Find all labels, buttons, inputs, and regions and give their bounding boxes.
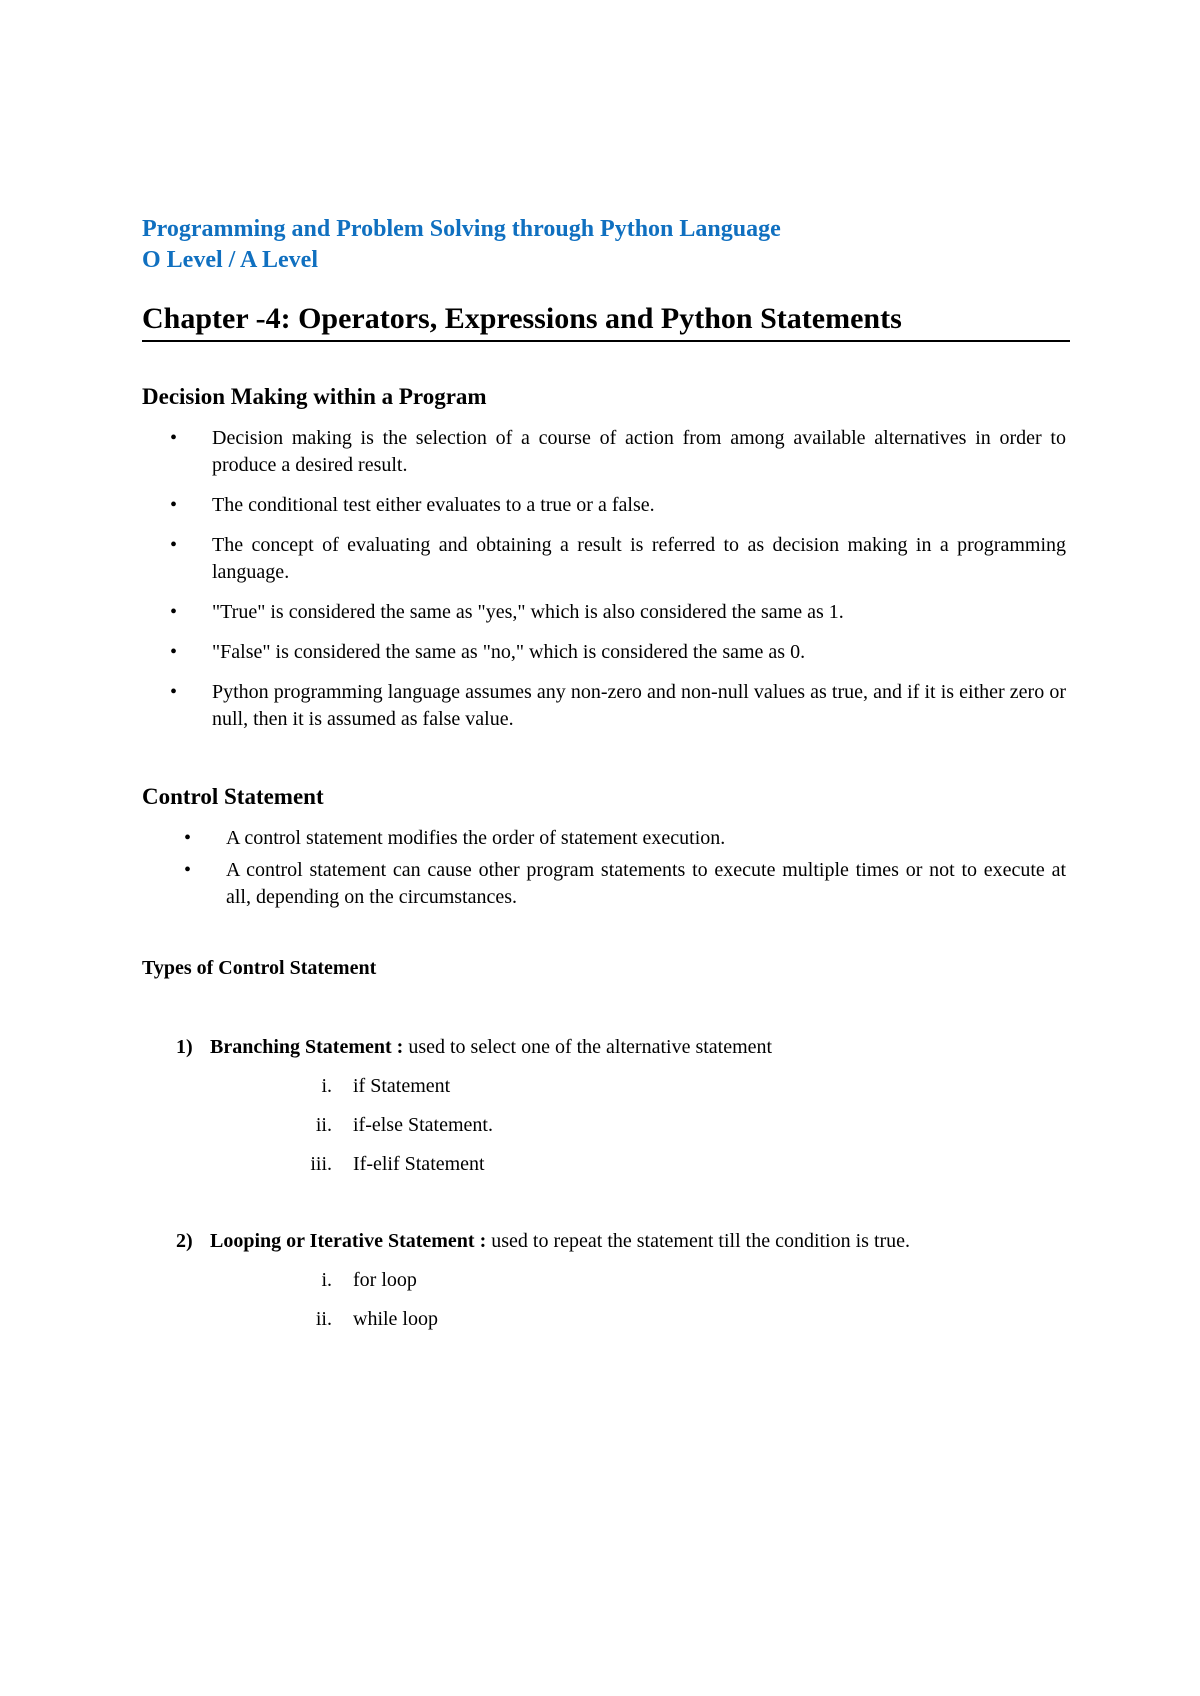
types-heading: Types of Control Statement: [142, 957, 377, 979]
list-item-text: "False" is considered the same as "no," which is considered the same as 0.: [212, 641, 806, 663]
sublist-label: if-else Statement.: [353, 1114, 493, 1136]
roman-numeral: ii.: [315, 1114, 332, 1136]
list-item: [142, 825, 1066, 852]
type-number: 1): [176, 1036, 193, 1058]
bullet-icon: •: [170, 427, 178, 449]
roman-numeral: i.: [321, 1075, 332, 1097]
list-item-text: "True" is considered the same as "yes," which is also considered the same as 1.: [212, 601, 844, 623]
bullet-icon: •: [170, 601, 178, 623]
list-item: [142, 599, 1066, 626]
type-description: used to select one of the alternative statement: [408, 1036, 773, 1058]
type-separator: :: [474, 1230, 492, 1252]
type-name: Looping or Iterative Statement: [210, 1230, 475, 1252]
sublist-label: if Statement: [353, 1075, 451, 1097]
control-statement-heading: Control Statement: [142, 784, 324, 809]
decision-making-list: [142, 425, 1066, 746]
bullet-icon: •: [184, 827, 192, 849]
list-item: [142, 639, 1066, 666]
document-page: [142, 0, 1070, 1696]
bullet-icon: •: [170, 681, 178, 703]
course-level: O Level / A Level: [142, 247, 318, 273]
roman-numeral: iii.: [310, 1153, 332, 1175]
chapter-title: Chapter -4: Operators, Expressions and Python Statements: [142, 302, 1070, 342]
type-item-branching: [176, 1036, 772, 1059]
bullet-icon: •: [170, 641, 178, 663]
sublist-label: for loop: [353, 1269, 417, 1291]
sublist-label: If-elif Statement: [353, 1153, 485, 1175]
type-description: used to repeat the statement till the condition is true.: [491, 1230, 911, 1252]
sublist-label: while loop: [353, 1308, 438, 1330]
decision-making-heading: Decision Making within a Program: [142, 384, 487, 409]
list-item-text: The concept of evaluating and obtaining a result is referred to as decision making in a programming language.: [212, 534, 1066, 583]
list-item: [142, 425, 1066, 479]
type-item-looping: [176, 1230, 910, 1253]
bullet-icon: •: [184, 859, 192, 881]
type-name: Branching Statement: [210, 1036, 392, 1058]
type-number: 2): [176, 1230, 193, 1252]
roman-numeral: i.: [321, 1269, 332, 1291]
list-item-text: A control statement can cause other program statements to execute multiple times or not to execute at all, depending on the circumstances.: [226, 859, 1066, 908]
control-statement-list: [142, 825, 1066, 916]
bullet-icon: •: [170, 494, 178, 516]
bullet-icon: •: [170, 534, 178, 556]
roman-numeral: ii.: [315, 1308, 332, 1330]
list-item-text: Decision making is the selection of a course of action from among available alternatives in order to produce a desired result.: [212, 427, 1066, 476]
list-item: [142, 492, 1066, 519]
type-separator: :: [391, 1036, 409, 1058]
list-item-text: Python programming language assumes any non-zero and non-null values as true, and if it is either zero or null, then it is assumed as false value.: [212, 681, 1066, 730]
list-item-text: A control statement modifies the order of statement execution.: [226, 827, 726, 849]
course-title: Programming and Problem Solving through Python Language: [142, 216, 781, 242]
list-item-text: The conditional test either evaluates to a true or a false.: [212, 494, 655, 516]
list-item: [142, 679, 1066, 733]
list-item: [142, 857, 1066, 911]
list-item: [142, 532, 1066, 586]
